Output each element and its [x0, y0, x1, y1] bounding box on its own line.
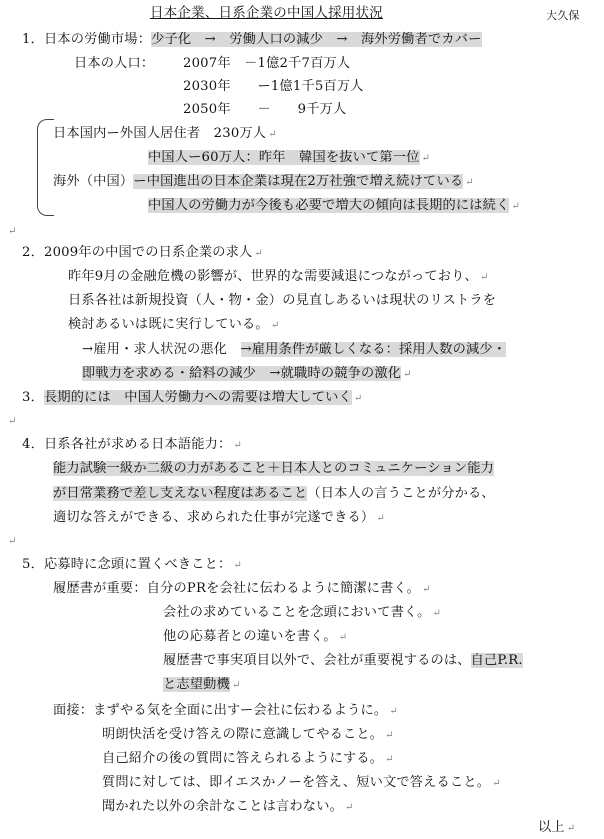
section-5-heading: 5．応募時に念頭に置くべきこと： ↵ — [22, 557, 243, 572]
chinese-labor-line: 中国人の労働力が今後も必要で増大の傾向は長期的には続く ↵ — [148, 198, 521, 213]
section-3-heading: 3．長期的には 中国人労働力への需要は増大していく ↵ — [22, 390, 363, 405]
resume-line: 他の応募者との違いを書く。 ↵ — [163, 629, 348, 644]
interview-line: 明朗快活を受け答えの際に意識してやること。 ↵ — [102, 727, 394, 742]
paragraph-mark: ↵ — [8, 416, 17, 427]
interview-line: 面接：まずやる気を全面に出すー会社に伝わるように。 ↵ — [53, 703, 398, 718]
resume-line: と志望動機 ↵ — [163, 677, 241, 692]
population-label: 日本の人口： — [74, 56, 155, 71]
interview-line: 自己紹介の後の質問に答えられるようにする。 ↵ — [102, 751, 394, 766]
labor-market-label: 日本の労働市場： — [43, 32, 152, 47]
resume-line: 会社の求めていることを念頭において書く。 ↵ — [163, 605, 442, 620]
requirement-line: 能力試験一級か二級の力があること＋日本人とのコミュニケーション能力 — [53, 461, 494, 476]
author-name: 大久保 — [546, 9, 580, 22]
interview-line: 聞かれた以外の余計なことは言わない。 ↵ — [102, 799, 354, 814]
document-title: 日本企業、日系企業の中国人採用状況 — [150, 5, 383, 21]
body-line: 検討あるいは既に実行している。 ↵ — [68, 317, 280, 332]
body-line: 昨年9月の金融危機の影響が、世界的な需要減退につながっており、 ↵ — [68, 269, 489, 284]
population-row: 2030年 ー1億1千5百万人 — [183, 79, 364, 94]
foreign-residents: 日本国内ー外国人居住者 230万人 ↵ — [53, 126, 277, 141]
bracket — [37, 119, 54, 216]
closing-mark: 以上 ↵ — [538, 820, 576, 835]
section-number: 1． — [22, 32, 44, 47]
interview-line: 質問に対しては、即イエスかノーを答え、短い文で答えること。 ↵ — [102, 775, 501, 790]
resume-line: 履歴書で事実項目以外で、会社が重要視するのは、自己P.R. — [163, 653, 523, 668]
paragraph-mark: ↵ — [8, 226, 17, 237]
section-2-heading: 2．2009年の中国での日系企業の求人 ↵ — [22, 245, 263, 260]
labor-market-summary: 少子化 → 労働人口の減少 → 海外労働者でカバー — [151, 32, 482, 47]
chinese-residents: 中国人ー60万人：昨年 韓国を抜いて第一位 ↵ — [148, 150, 431, 165]
overseas-china-line: 海外（中国）ー中国進出の日本企業は現在2万社強で増え続けている ↵ — [53, 174, 474, 189]
requirement-line: 適切な答えができる、求められた仕事が完遂できる） ↵ — [53, 510, 385, 525]
arrow-line: →雇用・求人状況の悪化 →雇用条件が厳しくなる：採用人数の減少・ — [82, 342, 507, 357]
resume-line: 履歴書が重要：自分のPRを会社に伝わるように簡潔に書く。 ↵ — [53, 581, 431, 596]
requirement-line: が日常業務で差し支えない程度はあること（日本人の言うことが分かる、 — [53, 486, 495, 501]
body-line: 日系各社は新規投資（人・物・金）の見直しあるいは現状のリストラを — [68, 293, 497, 308]
paragraph-mark: ↵ — [8, 536, 17, 547]
arrow-line: 即戦力を求める・給料の減少 →就職時の競争の激化 ↵ — [82, 366, 412, 381]
population-row: 2050年 － 9千万人 — [183, 102, 347, 117]
section-4-heading: 4．日系各社が求める日本語能力： ↵ — [22, 437, 243, 452]
population-row: 2007年 －1億2千7百万人 — [183, 56, 351, 71]
section-1-heading — [22, 30, 482, 49]
